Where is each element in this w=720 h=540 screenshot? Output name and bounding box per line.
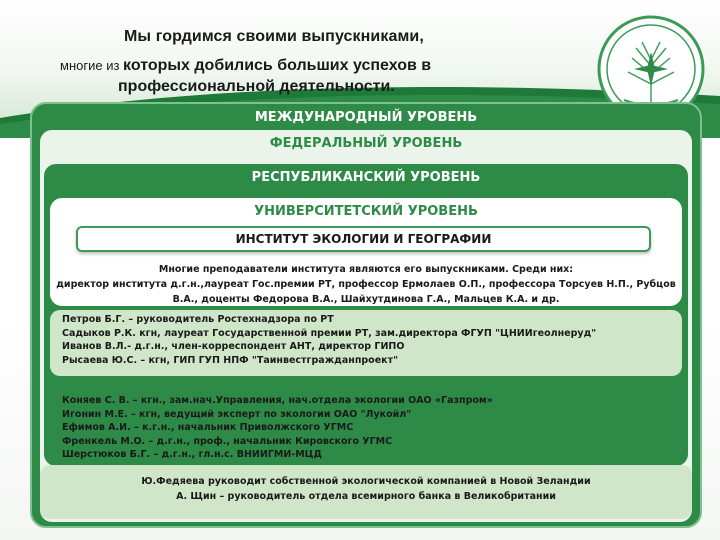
university-text-line: В.А., доценты Федорова В.А., Шайхутдинова Г.А., Мальцев К.А. и др. xyxy=(172,294,560,305)
title-line-3: профессиональной деятельности. xyxy=(118,78,395,95)
title-line-2-main: которых добились больших успехов в xyxy=(123,57,432,74)
university-level-label: УНИВЕРСИТЕТСКИЙ УРОВЕНЬ xyxy=(254,204,478,219)
list-item: Игонин М.Е. – кгн, ведущий эксперт по экологии ОАО "Лукойл" xyxy=(62,408,412,420)
list-item: Иванов В.Л.- д.г.н., член-корреспондент АНТ, директор ГИПО xyxy=(62,341,405,353)
title-line-1: Мы гордимся своими выпускниками, xyxy=(124,28,424,45)
list-item: Садыков Р.К. кгн, лауреат Государственной премии РТ, зам.директора ФГУП "ЦНИИгеолнеруд" xyxy=(62,327,597,339)
international-level-label: МЕЖДУНАРОДНЫЙ УРОВЕНЬ xyxy=(254,110,478,125)
list-item: Коняев С. В. – кгн., зам.нач.Управления, нач.отдела экологии ОАО «Газпром» xyxy=(62,395,493,406)
republican-level-label: РЕСПУБЛИКАНСКИЙ УРОВЕНЬ xyxy=(251,170,481,185)
list-item: Рысаева Ю.С. – кгн, ГИП ГУП НПФ "Таинвестгражданпроект" xyxy=(62,354,399,366)
list-item: Ефимов А.И. – к.г.н., начальник Приволжского УГМС xyxy=(62,422,354,434)
list-item: А. Щин – руководитель отдела всемирного банка в Великобритании xyxy=(176,491,556,502)
list-item: Шерстюков Б.Г. – д.г.н., гл.н.с. ВНИИГМИ-МЦД xyxy=(62,449,322,461)
list-item: Френкель М.О. – д.г.н., проф., начальник Кировского УГМС xyxy=(62,435,393,447)
federal-graduates-list xyxy=(62,394,493,462)
university-text-line: Многие преподаватели института являются его выпускниками. Среди них: xyxy=(158,264,574,275)
federal-level-label: ФЕДЕРАЛЬНЫЙ УРОВЕНЬ xyxy=(269,136,463,151)
title-line-2-prefix: многие из xyxy=(60,58,124,73)
republican-graduates-list xyxy=(62,313,596,367)
international-graduates-list xyxy=(40,474,692,504)
title-line-2 xyxy=(60,57,431,75)
institute-box: ИНСТИТУТ ЭКОЛОГИИ И ГЕОГРАФИИ xyxy=(76,226,651,252)
university-text-line: директор института д.г.н.,лауреат Гос.премии РТ, профессор Ермолаев О.П., профессора Торсуев Н.П., Рубцов xyxy=(56,279,676,290)
list-item: Ю.Федяева руководит собственной экологической компанией в Новой Зеландии xyxy=(141,476,591,487)
university-description xyxy=(54,262,678,307)
list-item: Петров Б.Г. – руководитель Ростехнадзора по РТ xyxy=(62,314,334,325)
